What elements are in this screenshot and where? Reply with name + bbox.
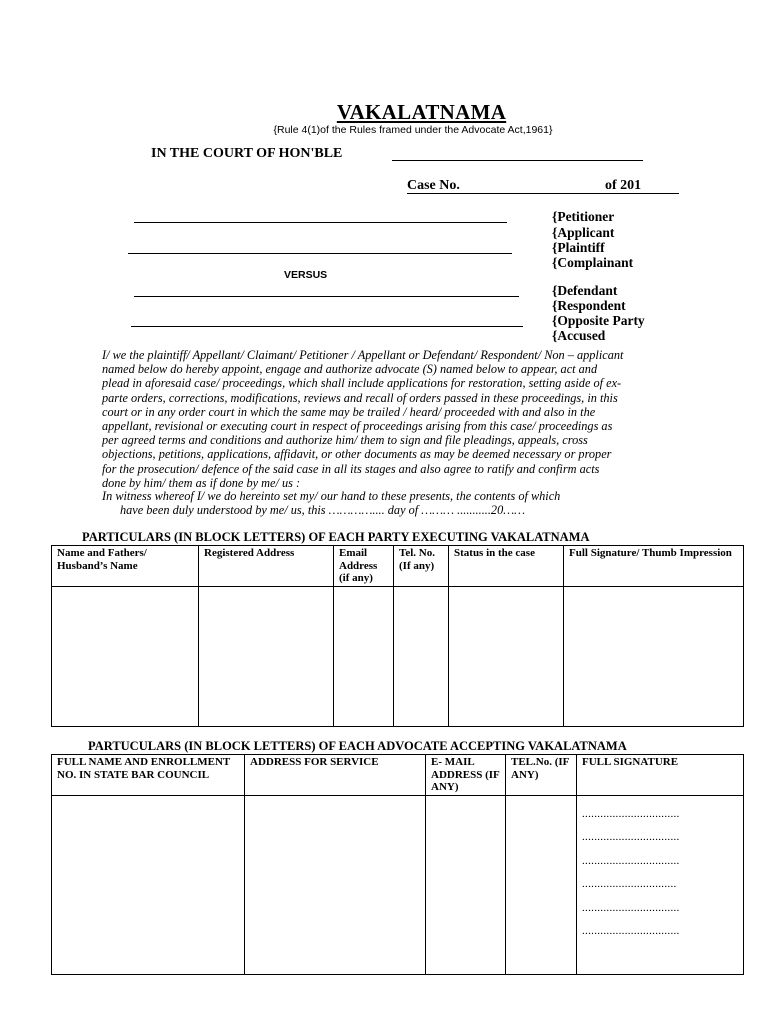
versus-label: VERSUS [284,269,328,281]
witness-line-2: have been duly understood by me/ us, this ………….... day of ……… ...........20…… [120,503,526,517]
signature-dotted-line: ................................ [582,925,680,937]
second-party-role-opposite-party: {Opposite Party [552,313,645,328]
first-party-role-applicant: {Applicant [552,225,615,240]
signature-dotted-line: ................................ [582,807,680,820]
party-status-cell[interactable] [449,587,564,727]
body-line: court or in any order court in which the same may be trailed / heard/ proceeded with and also in the [102,404,596,419]
party-signature-cell[interactable] [564,587,744,727]
advocate-signature-cell[interactable] [577,795,744,974]
party-email-cell[interactable] [334,587,394,727]
of-year-label: of 201 [605,178,642,193]
column-header-signature: Full Signature/ Thumb Impression [564,546,744,587]
column-header-advocate-email: E- MAIL ADDRESS (IF ANY) [426,755,506,796]
body-line: plead in aforesaid case/ proceedings, which shall include applications for restoration, setting aside of ex- [102,376,622,391]
advocate-tel-cell[interactable] [506,795,577,974]
body-line: named below do hereby appoint, engage and authorize advocate (S) named below to appear, act and [102,362,598,377]
table-row [52,587,744,727]
second-party-role-respondent: {Respondent [552,298,626,313]
column-header-name: Name and Fathers/ Husband’s Name [52,546,199,587]
authorization-paragraph [102,348,746,490]
column-header-registered-address: Registered Address [199,546,334,587]
case-no-label: Case No. [407,178,460,193]
first-party-role-petitioner: {Petitioner [552,209,615,224]
column-header-status: Status in the case [449,546,564,587]
table-row [52,795,744,974]
body-line: done by him/ them as if done by me/ us : [102,475,301,490]
advocate-name-cell[interactable] [52,795,245,974]
advocate-table-heading: PARTUCULARS (IN BLOCK LETTERS) OF EACH ADVOCATE ACCEPTING VAKALATNAMA [88,739,627,753]
signature-dotted-line: ................................ [582,854,680,867]
party-name-cell[interactable] [52,587,199,727]
party-address-cell[interactable] [199,587,334,727]
second-party-role-defendant: {Defendant [552,283,618,298]
first-party-blank-1[interactable] [134,222,507,223]
column-header-email: Email Address (if any) [334,546,394,587]
first-party-role-plaintiff: {Plaintiff [552,240,605,255]
document-title: VAKALATNAMA [336,100,507,124]
body-line: parte orders, corrections, modifications, reviews and recall of orders passed in these proceedings, in this [102,390,618,405]
column-header-advocate-name: FULL NAME AND ENROLLMENT NO. IN STATE BAR COUNCIL [52,755,245,796]
court-name-blank[interactable] [392,160,643,161]
witness-line-1: In witness whereof I/ we do hereinto set my/ our hand to these presents, the contents of which [102,489,561,503]
document-subtitle: {Rule 4(1)of the Rules framed under the Advocate Act,1961} [273,124,553,136]
signature-dotted-line: ................................ [582,831,680,843]
party-tel-cell[interactable] [394,587,449,727]
body-line: objections, petitions, applications, affidavit, or other documents as may be deemed necessary or proper [102,447,612,462]
party-particulars-table [51,545,744,727]
first-party-role-complainant: {Complainant [552,255,634,270]
party-table-heading: PARTICULARS (IN BLOCK LETTERS) OF EACH PARTY EXECUTING VAKALATNAMA [82,530,590,544]
table-header-row [52,546,744,587]
second-party-blank-2[interactable] [131,326,523,327]
body-line: per agreed terms and conditions and authorize him/ them to sign and file pleadings, appeals, cross [102,433,588,448]
second-party-blank-1[interactable] [134,296,519,297]
court-heading: IN THE COURT OF HON'BLE [151,146,343,161]
column-header-address-for-service: ADDRESS FOR SERVICE [245,755,426,796]
column-header-full-signature: FULL SIGNATURE [577,755,744,796]
advocate-particulars-table [51,754,744,975]
column-header-advocate-tel: TEL.No. (IF ANY) [506,755,577,796]
body-line: I/ we the plaintiff/ Appellant/ Claimant/ Petitioner / Appellant or Defendant/ Respondent/ Non – applicant [102,348,624,362]
signature-dotted-line: ................................ [582,901,680,914]
body-line: appellant, revisional or executing court in respect of proceedings arising from this case/ proceedings as [102,419,613,434]
first-party-blank-2[interactable] [128,253,512,254]
table-header-row [52,755,744,796]
signature-dotted-line: ............................... [582,878,677,890]
advocate-email-cell[interactable] [426,795,506,974]
body-line: for the prosecution/ defence of the said case in all its stages and also agree to ratify and confirm acts [102,461,600,476]
column-header-tel: Tel. No. (If any) [394,546,449,587]
second-party-role-accused: {Accused [552,328,606,343]
advocate-address-cell[interactable] [245,795,426,974]
